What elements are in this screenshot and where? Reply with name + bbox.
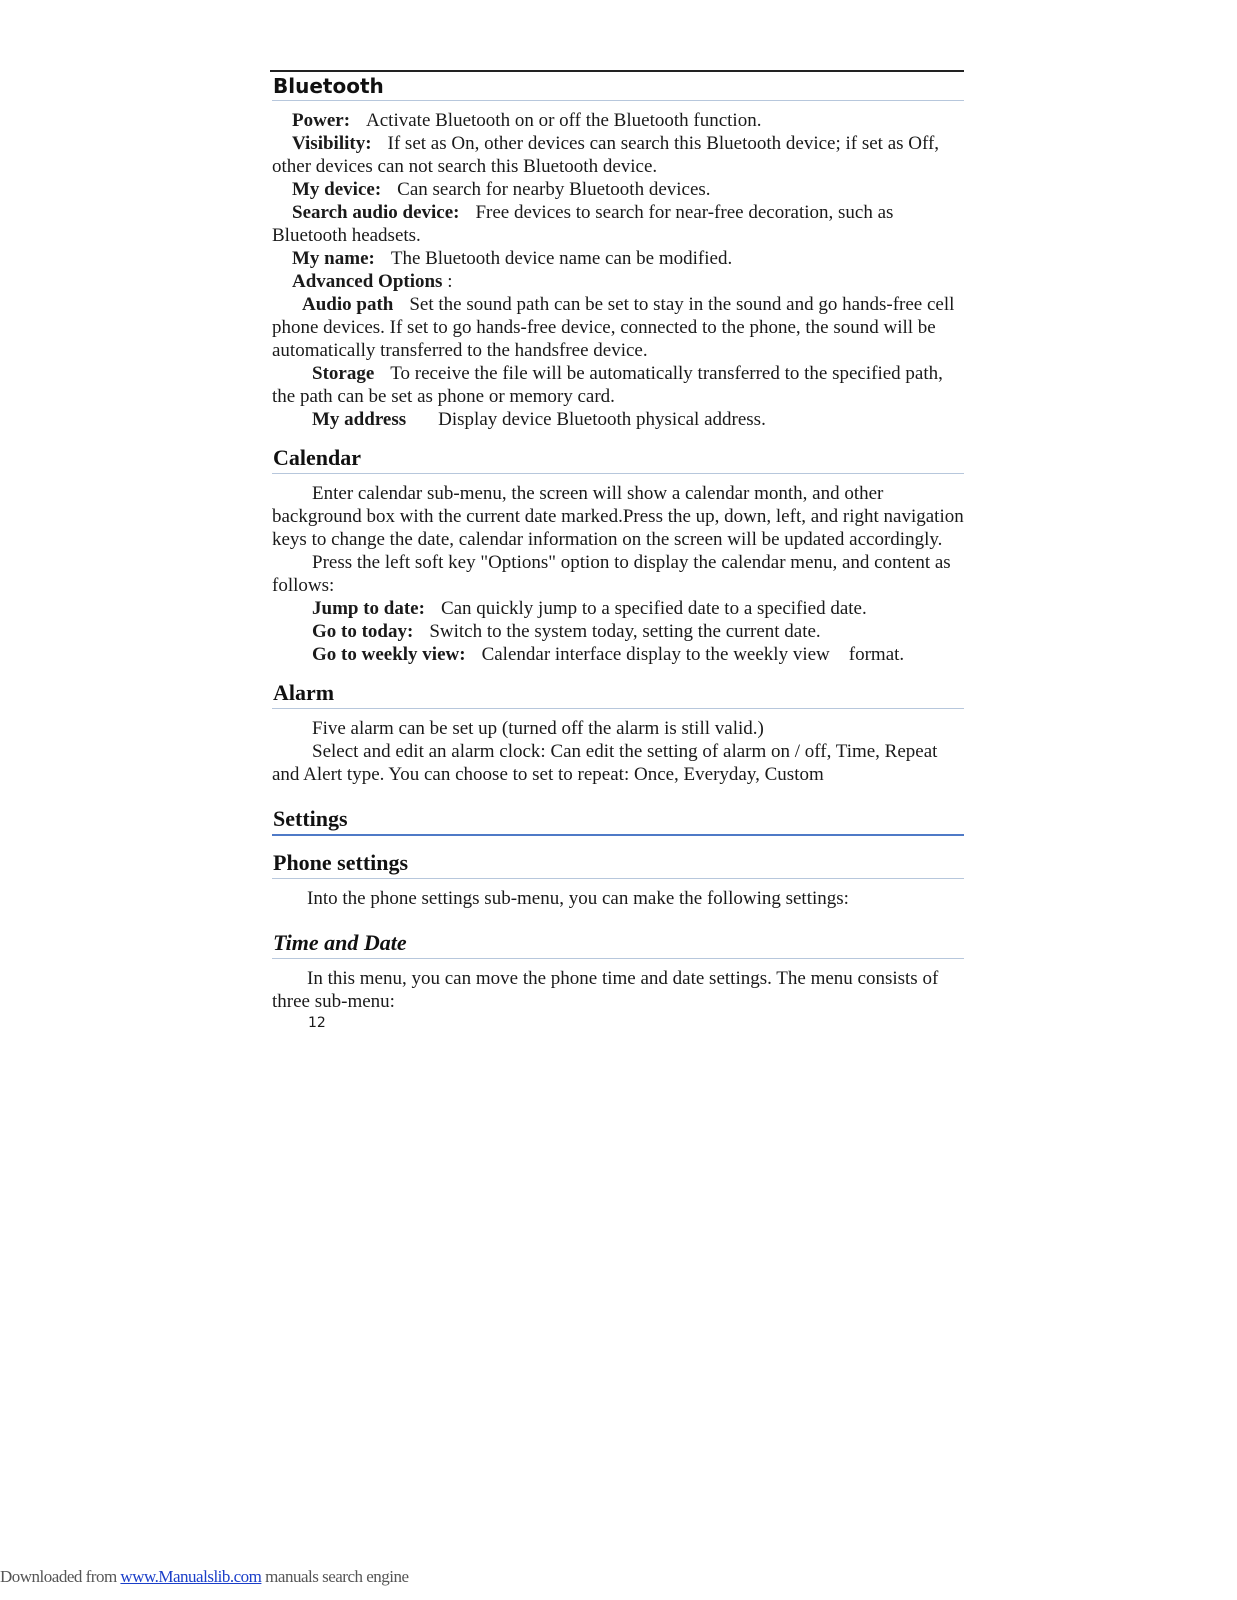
term: Search audio device:: [292, 202, 460, 223]
desc: Display device Bluetooth physical address.: [438, 409, 766, 430]
footer-prefix: Downloaded from: [0, 1567, 121, 1586]
term: Jump to date:: [312, 598, 425, 619]
bt-search-audio: [272, 201, 964, 247]
bt-my-address: [272, 408, 964, 431]
cal-weekly-view: [272, 643, 964, 666]
term: My name:: [292, 248, 375, 269]
desc: Can quickly jump to a specified date to a specified date.: [440, 598, 867, 619]
section-heading-alarm: Alarm: [272, 680, 964, 709]
section-heading-bluetooth: Bluetooth: [272, 71, 964, 101]
desc: Set the sound path can be set to stay in the sound and go hands-free cell phone devices. If set to go hands-free device, connected to the phone, the sound will be automatically transferred to the handsfree device.: [272, 294, 955, 361]
manualslib-link[interactable]: www.Manualslib.com: [120, 1567, 262, 1586]
footer-suffix: manuals search engine: [261, 1567, 409, 1586]
desc: Activate Bluetooth on or off the Bluetooth function.: [366, 110, 762, 131]
desc: Calendar interface display to the weekly view format.: [481, 644, 905, 665]
term: Advanced Options: [292, 271, 443, 292]
manual-page: [272, 71, 964, 1031]
page-number: 12: [308, 1015, 326, 1031]
bt-advanced: [272, 270, 964, 293]
term: My address: [312, 409, 407, 430]
bt-power: [272, 109, 964, 132]
desc: Free devices to search for near-free decoration, such as Bluetooth headsets.: [272, 202, 894, 246]
term: Storage: [312, 363, 375, 384]
desc: :: [442, 271, 453, 292]
term: Power:: [292, 110, 351, 131]
alarm-para-1: Five alarm can be set up (turned off the alarm is still valid.): [312, 718, 764, 739]
calendar-para-1: Enter calendar sub-menu, the screen will show a calendar month, and other background box with the current date marked.Press the up, down, left, and right navigation keys to change the date, calendar information on the screen will be updated accordingly.: [272, 483, 964, 550]
subsection-heading-time-date: Time and Date: [272, 930, 964, 959]
bt-my-name: [272, 247, 964, 270]
bt-storage: [272, 362, 964, 408]
cal-jump-to-date: [272, 597, 964, 620]
term: Go to today:: [312, 621, 414, 642]
term: Audio path: [302, 294, 394, 315]
desc: If set as On, other devices can search this Bluetooth device; if set as Off, other devices can not search this Bluetooth device.: [272, 133, 940, 177]
footer: [0, 1567, 409, 1587]
term: Visibility:: [292, 133, 372, 154]
alarm-para-2: Select and edit an alarm clock: Can edit the setting of alarm on / off, Time, Repeat and Alert type. You can choose to set to repeat: Once, Everyday, Custom: [272, 741, 938, 785]
time-date-text: In this menu, you can move the phone time and date settings. The menu consists of three sub-menu:: [272, 968, 939, 1012]
bt-audio-path: [272, 293, 964, 362]
desc: To receive the file will be automatically transferred to the specified path, the path can be set as phone or memory card.: [272, 363, 943, 407]
section-heading-calendar: Calendar: [272, 445, 964, 474]
bt-my-device: [272, 178, 964, 201]
cal-go-to-today: [272, 620, 964, 643]
desc: Can search for nearby Bluetooth devices.: [397, 179, 711, 200]
term: My device:: [292, 179, 382, 200]
subsection-heading-phone-settings: Phone settings: [272, 850, 964, 879]
calendar-para-2: Press the left soft key "Options" option to display the calendar menu, and content as follows:: [272, 552, 951, 596]
desc: The Bluetooth device name can be modified.: [390, 248, 733, 269]
bt-visibility: [272, 132, 964, 178]
term: Go to weekly view:: [312, 644, 466, 665]
section-heading-settings: Settings: [272, 806, 964, 836]
phone-settings-text: Into the phone settings sub-menu, you can make the following settings:: [307, 888, 849, 909]
desc: Switch to the system today, setting the current date.: [429, 621, 821, 642]
